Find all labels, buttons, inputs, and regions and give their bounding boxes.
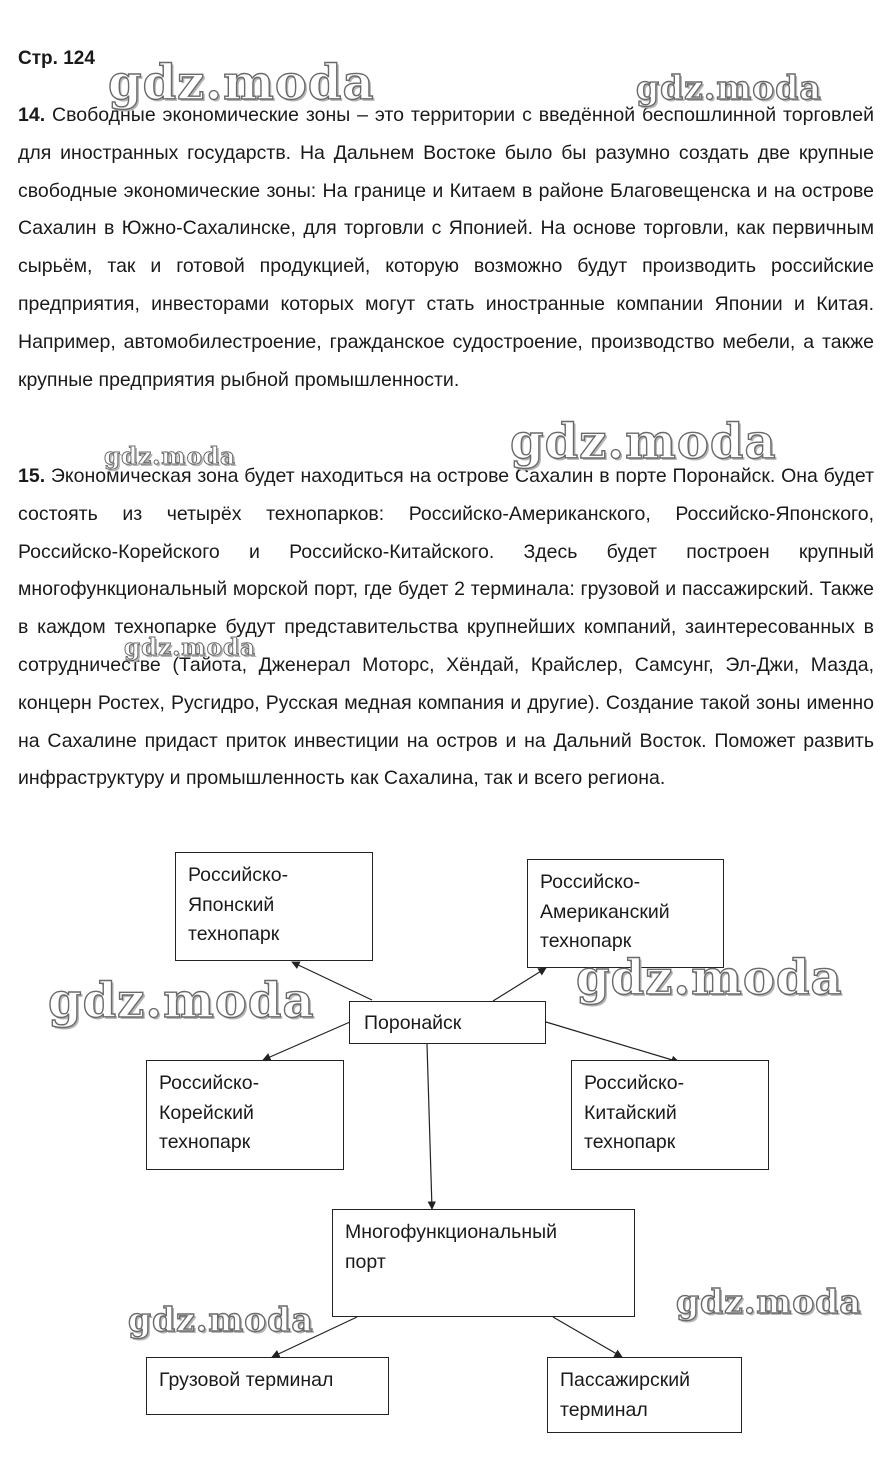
watermark: gdz.moda bbox=[576, 950, 843, 1006]
watermark: gdz.moda bbox=[124, 634, 256, 661]
arrow-to-port bbox=[427, 1044, 432, 1209]
box-label: Пассажирский терминал bbox=[560, 1369, 691, 1421]
box-passenger-terminal bbox=[547, 1357, 742, 1433]
paragraph-number: 14. bbox=[18, 104, 46, 126]
box-label: Многофункциональный порт bbox=[345, 1221, 557, 1273]
box-label: Грузовой терминал bbox=[159, 1369, 334, 1391]
watermark: gdz.moda bbox=[48, 973, 315, 1029]
paragraph-text: Экономическая зона будет находиться на острове Сахалин в порте Поронайск. Она будет состоять из четырёх технопарков: Российско-Американского, Российско-Японского, Российско-Корейского и Российско-Китайского. Здесь будет построен крупный многофункциональный морской порт, где будет 2 терминала: грузовой и пассажирский. Также в каждом технопарке будут представительства крупнейших компаний, заинтересованных в сотрудничестве (Тайота, Дженерал Моторс, Хёндай, Крайслер, Самсунг, Эл-Джи, Мазда, концерн Ростех, Русгидро, Русская медная компания и другие). Создание такой зоны именно на Сахалине придаст приток инвестиции на остров и на Дальний Восток. Поможет развить инфраструктуру и промышленность как Сахалина, так и всего региона. bbox=[18, 465, 874, 790]
watermark: gdz.moda bbox=[636, 68, 822, 107]
arrow-to-passenger bbox=[553, 1317, 622, 1357]
arrow-to-china bbox=[546, 1022, 679, 1062]
box-china-technopark bbox=[571, 1060, 769, 1170]
watermark: gdz.moda bbox=[676, 1282, 862, 1321]
box-label: Российско- Китайский технопарк bbox=[584, 1072, 685, 1153]
paragraph-text: Свободные экономические зоны – это территории с введённой беспошлинной торговлей для иностранных государств. На Дальнем Востоке было бы разумно создать две крупные свободные экономические зоны: На границе и Китаем в районе Благовещенска и на острове Сахалин в Южно-Сахалинске, для торговли с Японией. На основе торговли, как первичным сырьём, так и готовой продукцией, которую возможно будут производить российские предприятия, инвесторами которых могут стать иностранные компании Японии и Китая. Например, автомобилестроение, гражданское судостроение, производство мебели, а также крупные предприятия рыбной промышленности. bbox=[18, 104, 874, 391]
box-label: Российско- Японский технопарк bbox=[188, 864, 289, 945]
box-japan-technopark bbox=[175, 852, 373, 961]
paragraph-number: 15. bbox=[18, 465, 46, 487]
box-poronaysk bbox=[349, 1001, 546, 1044]
box-korea-technopark bbox=[146, 1060, 344, 1170]
watermark: gdz.moda bbox=[510, 414, 777, 470]
box-label: Поронайск bbox=[364, 1012, 462, 1034]
watermark: gdz.moda bbox=[128, 1300, 314, 1339]
page-number: Стр. 124 bbox=[18, 48, 95, 69]
arrow-to-america bbox=[493, 968, 546, 1001]
box-label: Российско- Американский технопарк bbox=[540, 871, 670, 952]
box-label: Российско- Корейский технопарк bbox=[159, 1072, 260, 1153]
watermark: gdz.moda bbox=[104, 443, 236, 470]
watermark: gdz.moda bbox=[108, 55, 375, 111]
box-port bbox=[332, 1209, 635, 1317]
box-cargo-terminal bbox=[146, 1357, 389, 1415]
